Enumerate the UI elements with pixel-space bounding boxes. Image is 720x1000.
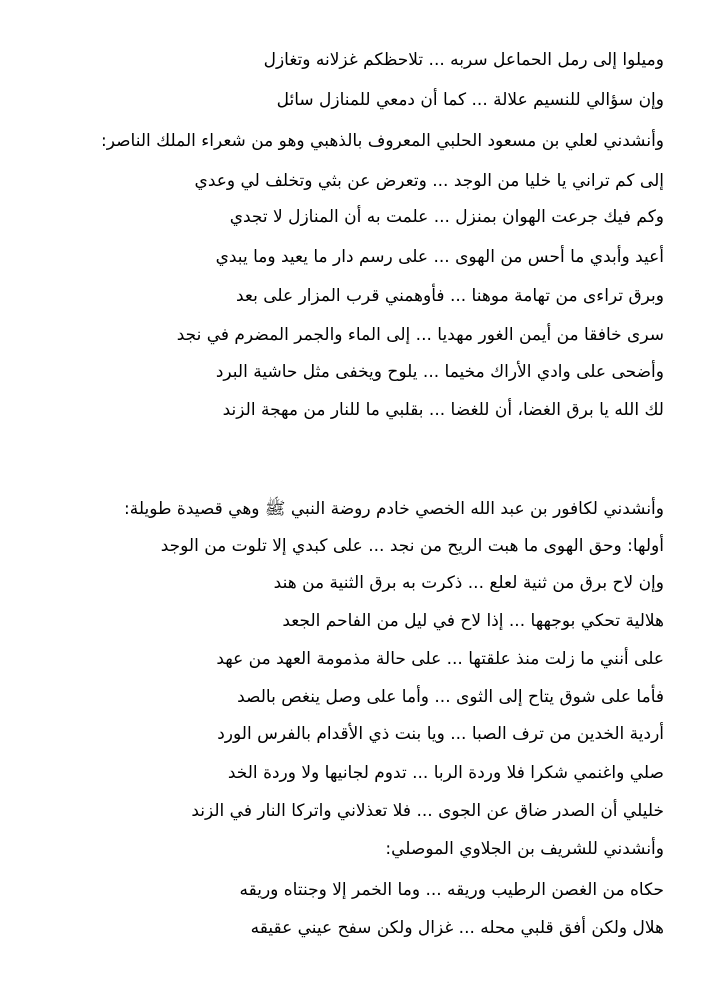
text-line: أولها: وحق الهوى ما هبت الريح من نجد ... على كبدي إلا تلوت من الوجد bbox=[160, 536, 664, 556]
text-line: وأنشدني للشريف بن الجلاوي الموصلي: bbox=[385, 839, 664, 859]
text-line: حكاه من الغصن الرطيب وريقه ... وما الخمر إلا وجنتاه وريقه bbox=[239, 880, 664, 900]
text-line: لك الله يا برق الغضا، أن للغضا ... بقلبي ما للنار من مهجة الزند bbox=[222, 400, 664, 420]
text-line: سرى خافقا من أيمن الغور مهديا ... إلى الماء والجمر المضرم في نجد bbox=[176, 325, 664, 345]
text-line: أعيد وأبدي ما أحس من الهوى ... على رسم دار ما يعيد وما يبدي bbox=[215, 247, 664, 267]
text-line: أردية الخدين من ترف الصبا ... ويا بنت ذي الأقدام بالفرس الورد bbox=[217, 724, 664, 744]
text-line: هلالية تحكي بوجهها ... إذا لاح في ليل من الفاحم الجعد bbox=[282, 611, 664, 631]
text-line: فأما على شوق يتاح إلى الثوى ... وأما على وصل ينغص بالصد bbox=[237, 687, 664, 707]
text-line: وأنشدني لكافور بن عبد الله الخصي خادم روضة النبي ﷺ وهي قصيدة طويلة: bbox=[124, 499, 664, 519]
text-line: صلي واغنمي شكرا فلا وردة الربا ... تدوم لجانيها ولا وردة الخد bbox=[227, 763, 664, 783]
text-line: وإن لاح برق من ثنية لعلع ... ذكرت به برق الثنية من هند bbox=[273, 573, 664, 593]
text-line: على أنني ما زلت منذ علقتها ... على حالة مذمومة العهد من عهد bbox=[216, 649, 664, 669]
text-line: خليلي أن الصدر ضاق عن الجوى ... فلا تعذلاني واتركا النار في الزند bbox=[191, 801, 664, 821]
text-line: وإن سؤالي للنسيم علالة ... كما أن دمعي للمنازل سائل bbox=[276, 90, 664, 110]
text-line: وبرق تراءى من تهامة موهنا ... فأوهمني قرب المزار على بعد bbox=[235, 286, 664, 306]
text-line: وميلوا إلى رمل الحماعل سربه ... تلاحظكم غزلانه وتغازل bbox=[263, 50, 664, 70]
text-line: وأنشدني لعلي بن مسعود الحلبي المعروف بالذهبي وهو من شعراء الملك الناصر: bbox=[101, 131, 664, 151]
text-line: وكم فيك جرعت الهوان بمنزل ... علمت به أن المنازل لا تجدي bbox=[229, 207, 664, 227]
text-line: وأضحى على وادي الأراك مخيما ... يلوح ويخفى مثل حاشية البرد bbox=[215, 362, 664, 382]
text-line: هلال ولكن أفق قلبي محله ... غزال ولكن سفح عيني عقيقه bbox=[250, 918, 664, 938]
text-line: إلى كم تراني يا خليا من الوجد ... وتعرض عن بثي وتخلف لي وعدي bbox=[194, 171, 664, 191]
